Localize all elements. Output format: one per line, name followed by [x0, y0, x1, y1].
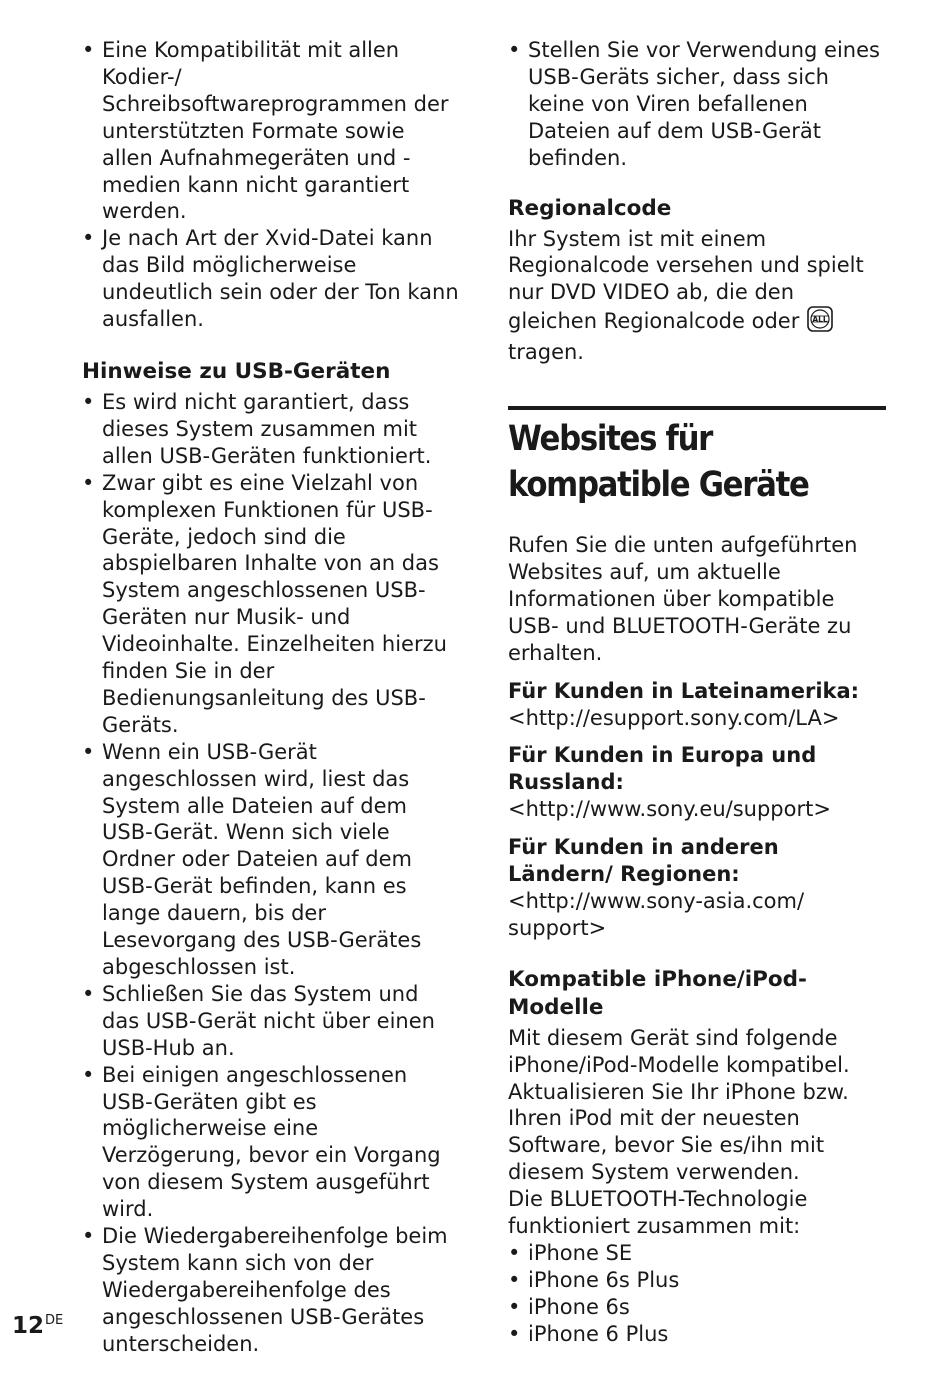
latin-america-label: Für Kunden in Lateinamerika:: [508, 678, 860, 703]
page-number-value: 12: [12, 1313, 45, 1339]
page-number: [12, 1306, 63, 1341]
latin-america-url: <http://esupport.sony.com/LA>: [508, 705, 840, 730]
list-item: • iPhone 6 Plus: [508, 1321, 888, 1348]
list-item: • iPhone SE: [508, 1240, 888, 1267]
regional-code-heading: Regionalcode: [508, 195, 672, 221]
ipod-models-heading: Kompatible iPhone/iPod-Modelle: [508, 966, 807, 1020]
list-item: • iPhone 6s Plus: [508, 1267, 888, 1294]
usb-notes-list: [82, 389, 462, 1358]
europe-block: [508, 742, 888, 823]
bluetooth-compat-text: Die BLUETOOTH-Technologie funktioniert zusammen mit:: [508, 1187, 808, 1239]
right-column: [508, 37, 888, 1348]
latin-america-block: [508, 678, 888, 732]
region-all-icon-label: ALL: [812, 315, 828, 325]
regional-code-text: [508, 226, 888, 367]
usb-virus-note-list: [508, 37, 888, 172]
regional-code-text-after: tragen.: [508, 340, 584, 365]
europe-url: <http://www.sony.eu/support>: [508, 797, 831, 822]
europe-label: Für Kunden in Europa und Russland:: [508, 743, 817, 795]
list-item: • Zwar gibt es eine Vielzahl von komplexen Funktionen für USB-Geräte, jedoch sind die abspielbaren Inhalte von an das System angeschlossenen USB-Geräten nur Musik- und Videoinhalte. Einzelheiten hierzu finden Sie in der Bedienungsanleitung des USB-Geräts.: [82, 470, 462, 739]
list-item: • Bei einigen angeschlossenen USB-Geräten gibt es möglicherweise eine Verzögerung, bevor ein Vorgang von diesem System ausgeführt wird.: [82, 1062, 462, 1223]
list-item: • iPhone 6s: [508, 1294, 888, 1321]
regional-code-section: [508, 195, 888, 367]
left-column: [82, 37, 462, 1358]
list-item: • Es wird nicht garantiert, dass dieses System zusammen mit allen USB-Geräten funktioniert.: [82, 389, 462, 470]
format-notes-list: [82, 37, 462, 333]
websites-intro: Rufen Sie die unten aufgeführten Websites auf, um aktuelle Informationen über kompatible USB- und BLUETOOTH-Geräte zu erhalten.: [508, 533, 858, 665]
iphone-models-list: [508, 1240, 888, 1348]
other-regions-block: [508, 834, 888, 942]
websites-heading-line2: kompatible Geräte: [508, 465, 809, 506]
list-item: • Wenn ein USB-Gerät angeschlossen wird, liest das System alle Dateien auf dem USB-Gerät. Wenn sich viele Ordner oder Dateien auf dem USB-Gerät befinden, kann es lange dauern, bis der Lesevorgang des USB-Gerätes abgeschlossen ist.: [82, 739, 462, 981]
list-item: • Die Wiedergabereihenfolge beim System kann sich von der Wiedergabereihenfolge des angeschlossenen USB-Gerätes unterscheiden.: [82, 1223, 462, 1358]
page-number-suffix: DE: [45, 1313, 64, 1328]
list-item: • Je nach Art der Xvid-Datei kann das Bild möglicherweise undeutlich sein oder der Ton kann ausfallen.: [82, 225, 462, 333]
websites-heading: [508, 416, 886, 508]
list-item: • Schließen Sie das System und das USB-Gerät nicht über einen USB-Hub an.: [82, 981, 462, 1062]
other-regions-url: <http://www.sony-asia.com/ support>: [508, 888, 805, 940]
other-regions-label: Für Kunden in anderen Ländern/ Regionen:: [508, 835, 779, 887]
usb-notes-heading: Hinweise zu USB-Geräten: [82, 358, 391, 384]
list-item: • Stellen Sie vor Verwendung eines USB-Geräts sicher, dass sich keine von Viren befallenen Dateien auf dem USB-Gerät befinden.: [508, 37, 888, 172]
section-divider: [508, 406, 886, 410]
region-all-icon: [807, 306, 833, 339]
regional-code-text-before: Ihr System ist mit einem Regionalcode versehen und spielt nur DVD VIDEO ab, die den gleichen Regionalcode oder: [508, 226, 864, 334]
list-item: • Eine Kompatibilität mit allen Kodier-/ Schreibsoftwareprogrammen der unterstützten Formate sowie allen Aufnahmegeräten und -medien kann nicht garantiert werden.: [82, 37, 462, 225]
ipod-models-section: [508, 966, 888, 1348]
websites-heading-line1: Websites für: [508, 419, 713, 460]
ipod-models-intro: Mit diesem Gerät sind folgende iPhone/iPod-Modelle kompatibel. Aktualisieren Sie Ihr iPhone bzw. Ihren iPod mit der neuesten Software, bevor Sie es/ihn mit diesem System verwenden.: [508, 1025, 850, 1185]
